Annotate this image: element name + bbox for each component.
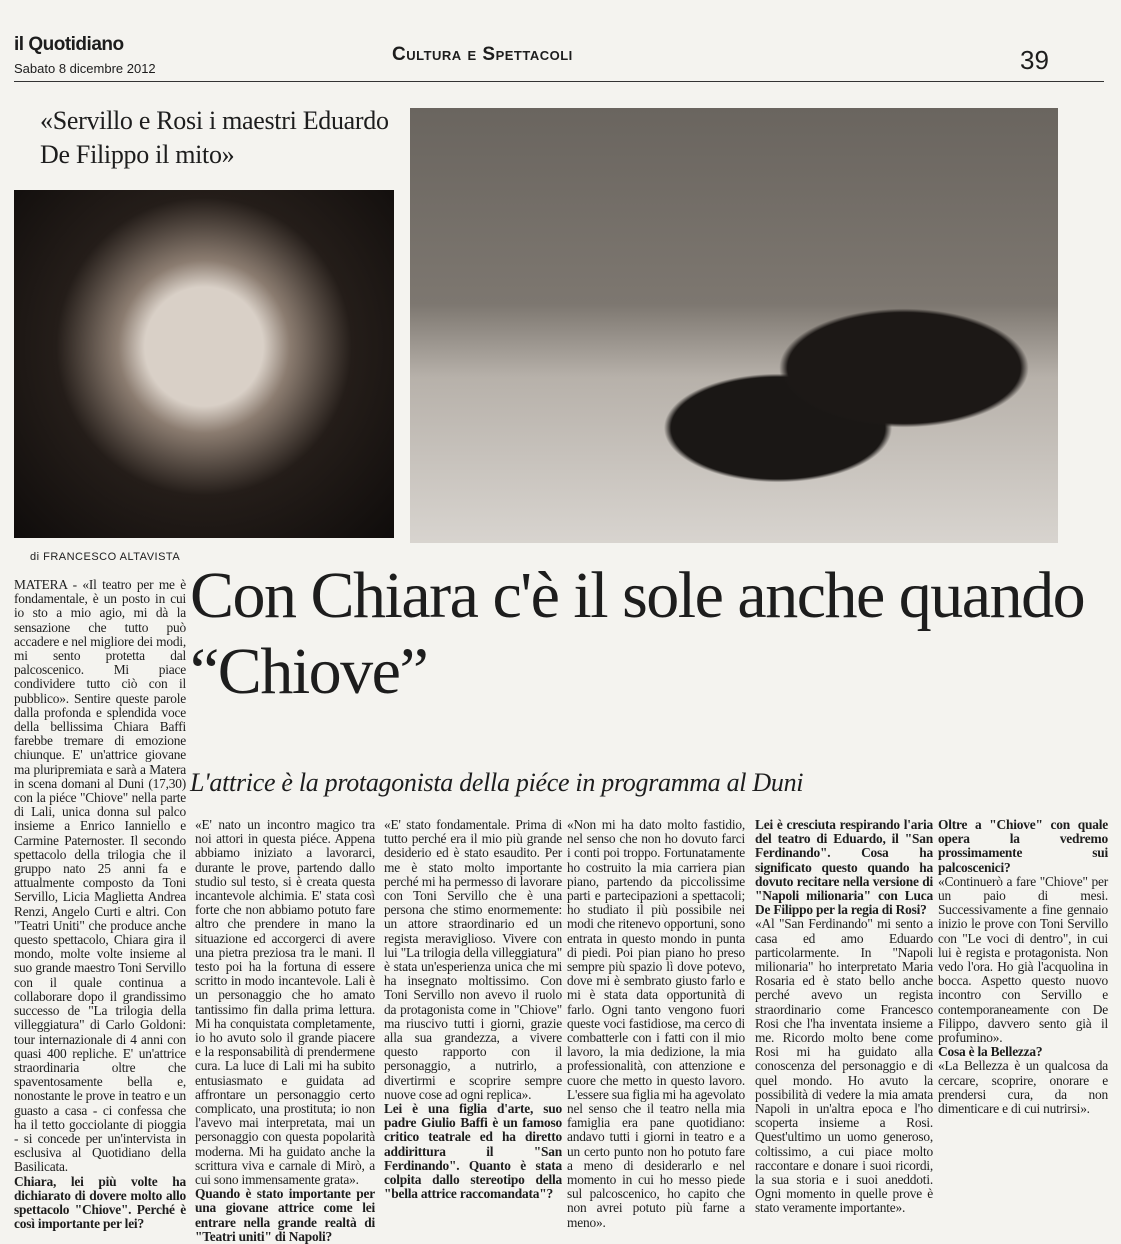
article-column-1 — [14, 577, 186, 1232]
issue-date: Sabato 8 dicembre 2012 — [14, 61, 156, 76]
actress-figure — [610, 308, 1030, 508]
answer-6: «La Bellezza è un qualcosa da cercare, scoprire, onorare e prendersi cura, da non dimenticare e di cui nutrirsi». — [938, 1058, 1108, 1117]
headline: Con Chiara c'è il sole anche quando “Chiove” — [190, 559, 1085, 708]
subheadline: L'attrice è la protagonista della piéce in programma al Duni — [190, 768, 804, 797]
question-3: Lei è una figlia d'arte, suo padre Giulio Baffi è un famoso critico teatrale ed ha diretto addirittura il "San Ferdinando". Quanto è stata colpita dallo stereotipo della "bella attrice raccomandata"? — [384, 1101, 562, 1202]
article-column-4 — [567, 817, 745, 1230]
question-2: Quando è stato importante per una giovane attrice come lei entrare nella grande realtà di "Teatri uniti" di Napoli? — [195, 1186, 375, 1244]
header-divider — [14, 81, 1104, 82]
page-number: 39 — [1020, 45, 1049, 75]
article-column-2 — [195, 817, 375, 1244]
pull-quote: «Servillo e Rosi i maestri Eduardo De Filippo il mito» — [40, 106, 389, 169]
section-title: Cultura e Spettacoli — [392, 44, 573, 65]
answer-5: «Continuerò a fare "Chiove" per un paio di mesi. Successivamente a fine gennaio inizio le prove con Toni Servillo con "Le voci di dentro", in cui lui è regista e protagonista. Non vedo l'ora. Ho già l'acquolina in bocca. Aspetto questo nuovo incontro con Servillo e contemporaneamente con De Filippo, davvero sento già il profumino». — [938, 873, 1108, 1046]
article-column-6 — [938, 818, 1108, 1190]
portrait-photo — [14, 190, 394, 538]
article-column-3 — [384, 817, 562, 1202]
question-6: Cosa è la Bellezza? — [938, 1044, 1043, 1060]
intro-paragraph: MATERA - «Il teatro per me è fondamentale, è un posto in cui io sto a mio agio, mi dà la sensazione che tutto può accadere e nel migliore dei modi, mi sento protetta dal palcoscenico. Mi piace condividere tutto ciò con il pubblico». Sentire queste parole dalla profonda e splendida voce della bellissima Chiara Baffi farebbe tremare di emozione chiunque. E' un'attrice giovane ma pluripremiata e sarà a Matera in scena domani al Duni (17,30) con la piéce "Chiove" nella parte di Lali, unica donna sul palco insieme a Enrico Ianniello e Carmine Paternoster. Il secondo spettacolo della trilogia che il gruppo nato 25 anni fa e attualmente composto da Toni Servillo, Licia Maglietta Andrea Renzi, Angelo Curti e altri. Con "Teatri Uniti" che produce anche questo spettacolo, Chiara gira il mondo, molte volte insieme al suo grande maestro Toni Servillo con il quale continua a collaborare dopo il grandissimo successo de "La trilogia della villeggiatura" di Carlo Goldoni: tour internazionale di 4 anni con quasi 400 repliche. E' un'attrice straordinaria oltre che spaventosamente bella e, nonostante le prove in teatro e un guasto a casa - ci confessa che ha il tetto gocciolante di pioggia - si concede per un'intervista in esclusiva al Quotidiano della Basilicata. — [14, 577, 186, 1175]
question-4: Lei è cresciuta respirando l'aria del teatro di Eduardo, il "San Ferdinando". Cosa ha significato questo quando ha dovuto recitare nella versione di "Napoli milionaria" con Luca De Filippo per la regia di Rosi? — [755, 817, 933, 918]
question-5: Oltre a "Chiove" con quale opera la vedremo prossimamente sui palcoscenici? — [938, 817, 1108, 875]
question-1: Chiara, lei più volte ha dichiarato di dovere molto allo spettacolo "Chiove". Perché è così importante per lei? — [14, 1173, 186, 1232]
byline: di FRANCESCO ALTAVISTA — [30, 551, 181, 563]
article-column-5 — [755, 817, 933, 1216]
answer-1: «E' nato un incontro magico tra noi attori in questa piéce. Appena abbiamo iniziato a lavorarci, durante le prove, partendo dallo studio sul testo, si è creata questa incantevole alchimia. E' stata così forte che non abbiamo potuto fare altro che prendere in mano la situazione ed accorgerci di avere una pietra preziosa tra le mani. Il testo poi ha la fortuna di essere scritto in modo incantevole. Lali è un personaggio che ho amato tantissimo fin dalla prima lettura. Mi ha conquistata completamente, io ho avuto solo il grande piacere e la responsabilità di prendermene cura. La luce di Lali mi ha subito entusiasmato e guidata ad affrontare un personaggio certo complicato, una prostituta; io non l'avevo mai interpretata, mai un personaggio con questa popolarità moderna. Mi ha guidato anche la scrittura viva e carnale di Mirò, a cui sono immensamente grata». — [195, 817, 375, 1188]
answer-4: «Al "San Ferdinando" mi sento a casa ed amo Eduardo particolarmente. In "Napoli milionaria" ho interpretato Maria Rosaria ed è stato bello anche perché avevo un regista straordinario come Francesco Rosi che l'ha inventata insieme a me. Ricordo molto bene come Rosi mi ha guidato alla conoscenza del personaggio e di quel mondo. Ho avuto la possibilità di vedere la mia amata Napoli in un'altra epoca e l'ho scoperta insieme a Rosi. Quest'ultimo un uomo generoso, coltissimo, a cui piace molto raccontare e donare i suoi ricordi, la sua storia e i suoi aneddoti. Ogni momento in quelle prove è stato veramente importante». — [755, 916, 933, 1216]
answer-2: «E' stato fondamentale. Prima di tutto perché era il mio più grande desiderio ed è stato esaudito. Per me è stato molto importante perché mi ha permesso di lavorare con Toni Servillo che è una persona che stimo enormemente: un attore straordinario ed un regista meraviglioso. Vivere con lui "La trilogia della villeggiatura" è stata un'esperienza unica che mi ha insegnato moltissimo. Con Toni Servillo non avevo il ruolo da protagonista come in "Chiove" ma riuscivo tutti i giorni, grazie alla sua grandezza, a vivere questo rapporto con il personaggio, a nutrirlo, a divertirmi e scoprire sempre nuove cose ad ogni replica». — [384, 817, 562, 1102]
stage-photo — [410, 108, 1058, 543]
masthead: il Quotidiano — [14, 34, 124, 55]
answer-3: «Non mi ha dato molto fastidio, nel senso che non ho dovuto farci i conti poi troppo. Fortunatamente ho costruito la mia carriera pian piano, partendo da piccolissime parti e partecipazioni a spettacoli; ho studiato il più possibile nei modi che ritenevo opportuni, sono entrata in questo mondo in punta di piedi. Poi pian piano ho preso sempre più spazio lì dove potevo, dove mi è sembrato giusto farlo e mi è stata data opportunità di farlo. Ogni tanto vengono fuori queste voci fastidiose, ma cerco di combatterle con i fatti con il mio lavoro, la mia dedizione, la mia professionalità, con attenzione e cuore che metto in questo lavoro. L'essere sua figlia mi ha agevolato nel senso che il teatro nella mia famiglia era pane quotidiano: andavo tutti i giorni in teatro e a un certo punto non ho potuto fare a meno di desiderarlo e nel momento in cui ho messo piede sul palcoscenico, ho capito che non avrei potuto più farne a meno». — [567, 817, 745, 1230]
